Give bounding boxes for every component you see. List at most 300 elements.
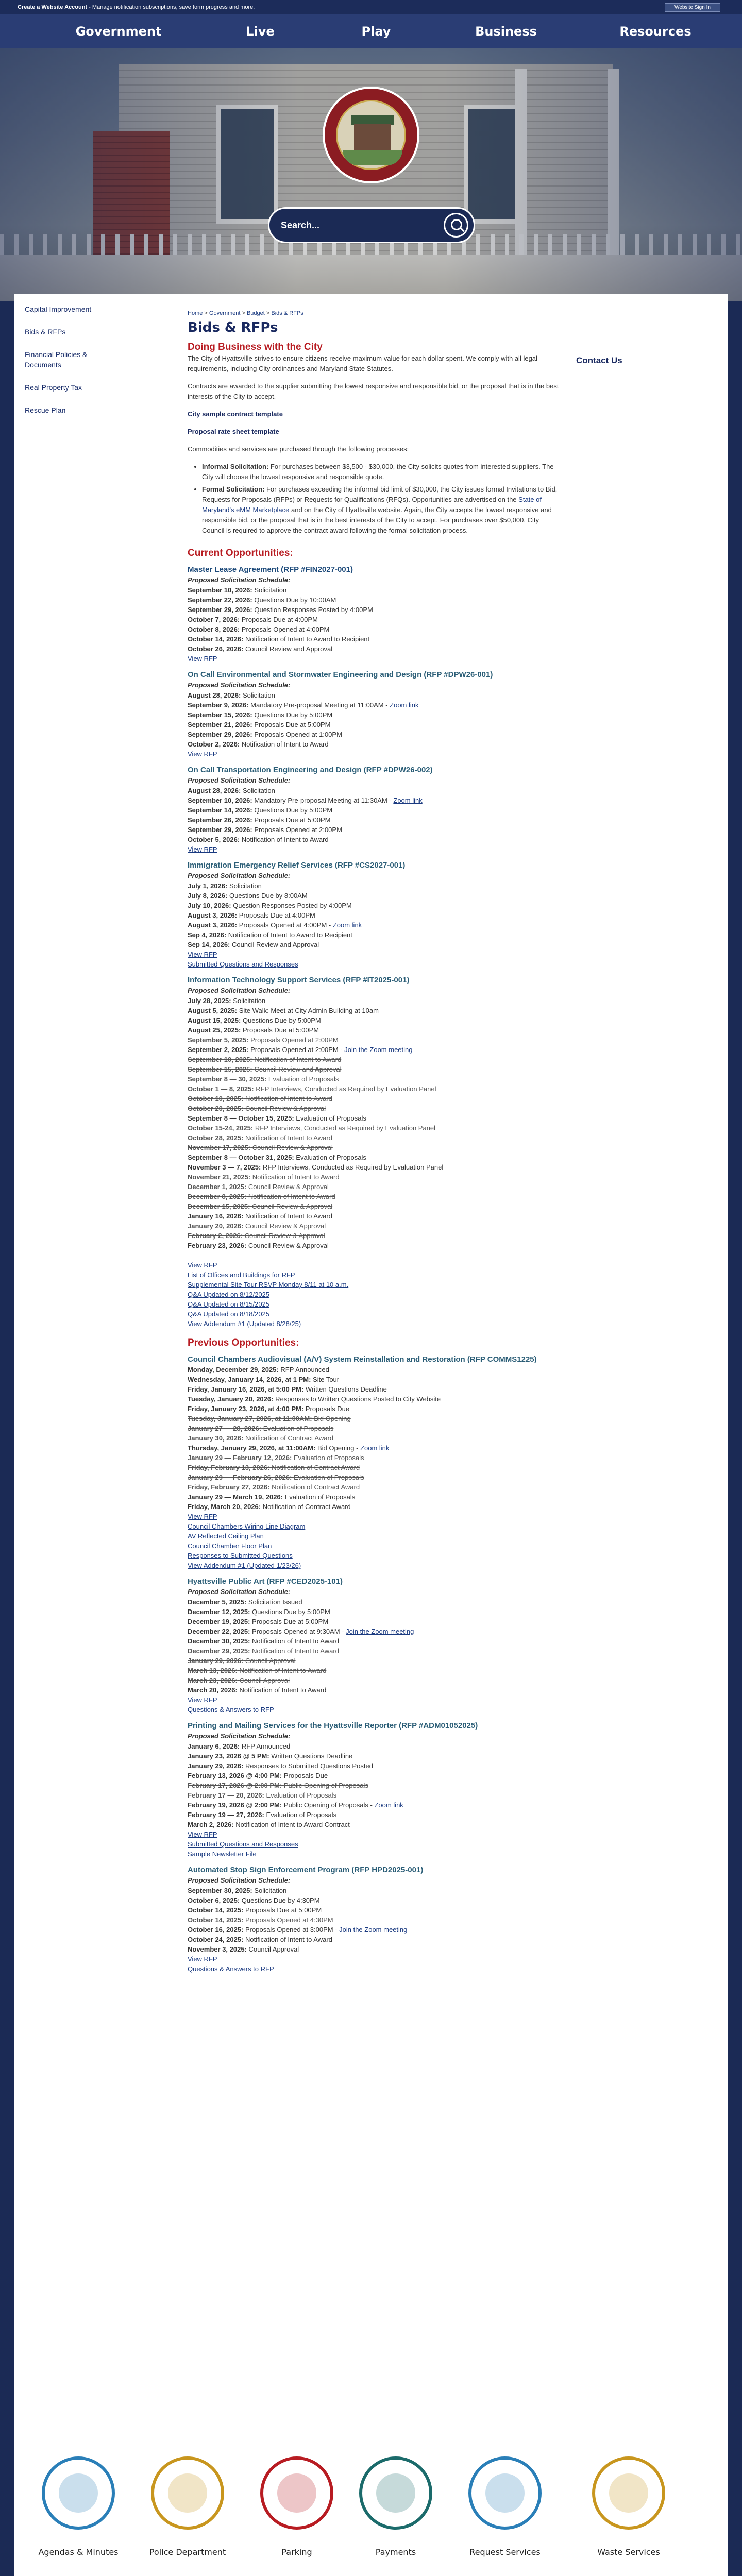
schedule-event: Notification of Intent to Award bbox=[252, 1637, 339, 1645]
schedule-line bbox=[188, 615, 563, 624]
schedule-event: Notification of Intent to Award bbox=[245, 1936, 332, 1943]
trash-icon bbox=[592, 2456, 665, 2530]
schedule-date: February 19 — 27, 2026: bbox=[188, 1811, 264, 1819]
schedule-line bbox=[188, 1463, 563, 1472]
page-title: Bids & RFPs bbox=[188, 320, 278, 335]
schedule-date: September 22, 2026: bbox=[188, 596, 252, 604]
search-input[interactable] bbox=[277, 215, 442, 235]
schedule-label: Proposed Solicitation Schedule: bbox=[188, 576, 291, 584]
schedule-line bbox=[188, 1384, 563, 1394]
schedule-event: Notification of Contract Award bbox=[272, 1483, 360, 1491]
schedule-line bbox=[188, 996, 563, 1006]
schedule-line bbox=[188, 1153, 563, 1162]
schedule-date: September 15, 2025: bbox=[188, 1065, 252, 1073]
award-paragraph: Contracts are awarded to the supplier submitting the lowest responsive and responsible bid, or the proposal that is in the best interests of the City to accept. bbox=[188, 382, 559, 400]
schedule-event: Site Tour bbox=[313, 1376, 340, 1383]
schedule-line bbox=[188, 805, 563, 815]
document-link[interactable]: View RFP bbox=[188, 1513, 217, 1520]
schedule-date: Sep 4, 2026: bbox=[188, 931, 227, 939]
schedule-line bbox=[188, 1375, 563, 1384]
schedule-date: Friday, February 27, 2026: bbox=[188, 1483, 270, 1491]
schedule-event: Council Approval bbox=[248, 1945, 299, 1953]
current-opportunities bbox=[188, 565, 563, 1329]
schedule-line bbox=[188, 690, 563, 700]
schedule-line bbox=[188, 1944, 563, 1954]
schedule-event: Notification of Intent to Award bbox=[245, 1095, 332, 1103]
schedule-event: Proposals Due at 5:00PM bbox=[254, 721, 331, 728]
schedule-date: Wednesday, January 14, 2026, at 1 PM: bbox=[188, 1376, 311, 1383]
quick-link-label: Parking bbox=[281, 2547, 312, 2557]
schedule-line bbox=[188, 1404, 563, 1414]
seal-building bbox=[354, 124, 391, 150]
schedule-date: September 9, 2026: bbox=[188, 701, 249, 709]
informal-text: For purchases between $3,500 - $30,000, the City solicits quotes from interested suppliers. The City will choose the lowest responsive and responsible quote. bbox=[202, 463, 554, 481]
document-link[interactable]: View Addendum #1 (Updated 1/23/26) bbox=[188, 1562, 301, 1569]
schedule-line bbox=[188, 1172, 563, 1182]
schedule-line bbox=[188, 1810, 563, 1820]
schedule-event: Notification of Intent to Award Contract bbox=[235, 1821, 350, 1828]
quick-link-label: Agendas & Minutes bbox=[38, 2547, 119, 2557]
main-content bbox=[188, 308, 563, 1976]
zoom-link[interactable]: Zoom link bbox=[393, 796, 423, 804]
rfp-title: On Call Transportation Engineering and Design (RFP #DPW26-002) bbox=[188, 766, 433, 774]
schedule-date: September 10, 2025: bbox=[188, 1056, 252, 1063]
quick-link-label: Waste Services bbox=[597, 2547, 660, 2557]
sidebar-nav bbox=[25, 304, 159, 428]
document-link[interactable]: Q&A Updated on 8/18/2025 bbox=[188, 1310, 270, 1318]
schedule-date: October 6, 2025: bbox=[188, 1896, 240, 1904]
schedule-date: Sep 14, 2026: bbox=[188, 941, 230, 948]
schedule-date: September 10, 2026: bbox=[188, 586, 252, 594]
document-link[interactable]: View RFP bbox=[188, 1261, 217, 1269]
schedule-event: Bid Opening - bbox=[317, 1444, 361, 1452]
phone-icon-glyph bbox=[485, 2473, 525, 2513]
schedule-line bbox=[188, 1231, 563, 1241]
schedule-line bbox=[188, 585, 563, 595]
document-link[interactable]: View RFP bbox=[188, 1831, 217, 1838]
schedule-line bbox=[188, 1492, 563, 1502]
schedule-line bbox=[188, 1113, 563, 1123]
schedule-event: Evaluation of Proposals bbox=[266, 1811, 337, 1819]
intro-heading: Doing Business with the City bbox=[188, 342, 323, 352]
schedule-line bbox=[188, 1133, 563, 1143]
schedule-event: Proposals Due at 4:00PM bbox=[239, 911, 315, 919]
rate-sheet-link[interactable]: Proposal rate sheet template bbox=[188, 428, 279, 435]
schedule-line bbox=[188, 1025, 563, 1035]
schedule-event: Evaluation of Proposals bbox=[296, 1154, 366, 1161]
schedule-event: Questions Due by 10:00AM bbox=[254, 596, 336, 604]
document-link[interactable]: Council Chambers Wiring Line Diagram bbox=[188, 1522, 306, 1530]
document-link[interactable]: View RFP bbox=[188, 750, 217, 758]
schedule-event: Proposals Opened at 3:00PM - bbox=[245, 1926, 340, 1934]
rfp-block bbox=[188, 1577, 563, 1715]
sample-contract-link[interactable]: City sample contract template bbox=[188, 410, 283, 418]
schedule-event: Proposals Opened at 2:00PM bbox=[254, 826, 342, 834]
schedule-event: Evaluation of Proposals bbox=[293, 1454, 364, 1462]
schedule-event: Solicitation Issued bbox=[248, 1598, 302, 1606]
document-link[interactable]: Council Chamber Floor Plan bbox=[188, 1542, 272, 1550]
schedule-date: September 5, 2025: bbox=[188, 1036, 249, 1044]
document-link[interactable]: Supplemental Site Tour RSVP Monday 8/11 at 10 a.m. bbox=[188, 1281, 349, 1289]
spacer bbox=[188, 1250, 563, 1260]
schedule-date: August 3, 2026: bbox=[188, 921, 238, 929]
schedule-line bbox=[188, 1617, 563, 1626]
schedule-date: January 30, 2026: bbox=[188, 1434, 244, 1442]
schedule-date: August 25, 2025: bbox=[188, 1026, 241, 1034]
schedule-line bbox=[188, 1935, 563, 1944]
schedule-line bbox=[188, 634, 563, 644]
sidebar-item-real-property-tax[interactable]: Real Property Tax bbox=[25, 383, 82, 392]
zoom-link[interactable]: Join the Zoom meeting bbox=[344, 1046, 413, 1054]
formal-label: Formal Solicitation: bbox=[202, 485, 265, 493]
account-message bbox=[18, 4, 255, 10]
schedule-date: January 29 — February 26, 2026: bbox=[188, 1473, 292, 1481]
main-nav bbox=[0, 14, 742, 48]
schedule-date: October 20, 2025: bbox=[188, 1105, 244, 1112]
schedule-date: September 29, 2026: bbox=[188, 606, 252, 614]
quick-link-label: Payments bbox=[375, 2547, 416, 2557]
schedule-line bbox=[188, 595, 563, 605]
schedule-line bbox=[188, 605, 563, 615]
schedule-date: Friday, March 20, 2026: bbox=[188, 1503, 261, 1511]
schedule-date: October 1 — 8, 2025: bbox=[188, 1085, 254, 1093]
document-link[interactable]: Questions & Answers to RFP bbox=[188, 1965, 274, 1973]
document-link[interactable]: View RFP bbox=[188, 845, 217, 853]
document-link[interactable]: List of Offices and Buildings for RFP bbox=[188, 1271, 295, 1279]
schedule-date: December 22, 2025: bbox=[188, 1628, 250, 1635]
schedule-event: Council Review & Approval bbox=[244, 1232, 325, 1240]
rfp-title: On Call Environmental and Stormwater Engineering and Design (RFP #DPW26-001) bbox=[188, 670, 493, 679]
schedule-line bbox=[188, 1094, 563, 1104]
schedule-event: Proposals Opened at 4:00PM - bbox=[239, 921, 333, 929]
schedule-event: Notification of Intent to Award bbox=[245, 1134, 332, 1142]
city-seal-logo[interactable] bbox=[323, 87, 419, 183]
rfp-block bbox=[188, 1721, 563, 1859]
schedule-event: RFP Interviews, Conducted as Required by Evaluation Panel bbox=[256, 1085, 436, 1093]
schedule-line bbox=[188, 1800, 563, 1810]
schedule-line bbox=[188, 1035, 563, 1045]
schedule-date: September 10, 2026: bbox=[188, 796, 252, 804]
schedule-line bbox=[188, 940, 563, 950]
schedule-line bbox=[188, 1820, 563, 1829]
rfp-block bbox=[188, 565, 563, 664]
schedule-event: RFP Announced bbox=[241, 1742, 291, 1750]
schedule-event: Solicitation bbox=[254, 1887, 287, 1894]
schedule-event: Council Review & Approval bbox=[245, 1105, 326, 1112]
schedule-event: Notification of Intent to Award bbox=[239, 1686, 327, 1694]
document-link[interactable]: View RFP bbox=[188, 1696, 217, 1704]
schedule-line bbox=[188, 739, 563, 749]
schedule-event: Evaluation of Proposals bbox=[284, 1493, 356, 1501]
schedule-date: January 29 — February 12, 2026: bbox=[188, 1454, 292, 1462]
zoom-link[interactable]: Zoom link bbox=[332, 921, 362, 929]
schedule-line bbox=[188, 1761, 563, 1771]
rfp-block bbox=[188, 765, 563, 854]
schedule-date: January 29, 2026: bbox=[188, 1657, 244, 1665]
schedule-label: Proposed Solicitation Schedule: bbox=[188, 1588, 291, 1596]
card-icon bbox=[359, 2456, 432, 2530]
schedule-label: Proposed Solicitation Schedule: bbox=[188, 776, 291, 784]
schedule-event: Council Review & Approval bbox=[248, 1242, 329, 1249]
quick-link-parking[interactable] bbox=[245, 2456, 348, 2557]
breadcrumb-government[interactable]: Government bbox=[209, 310, 241, 316]
schedule-event: Evaluation of Proposals bbox=[268, 1075, 339, 1083]
schedule-date: January 23, 2026 @ 5 PM: bbox=[188, 1752, 269, 1760]
informal-label: Informal Solicitation: bbox=[202, 463, 269, 470]
schedule-event: Notification of Intent to Award bbox=[248, 1193, 335, 1200]
schedule-date: Monday, December 29, 2025: bbox=[188, 1366, 279, 1374]
schedule-event: Proposals Due at 5:00PM bbox=[242, 1026, 319, 1034]
schedule-date: November 3 — 7, 2025: bbox=[188, 1163, 261, 1171]
document-link[interactable]: Questions & Answers to RFP bbox=[188, 1706, 274, 1714]
calendar-icon bbox=[42, 2456, 115, 2530]
schedule-event: Notification of Intent to Award bbox=[241, 836, 329, 843]
schedule-line bbox=[188, 1905, 563, 1915]
contact-us-heading[interactable]: Contact Us bbox=[576, 355, 622, 365]
schedule-date: February 19, 2026 @ 2:00 PM: bbox=[188, 1801, 282, 1809]
schedule-date: March 13, 2026: bbox=[188, 1667, 238, 1674]
breadcrumb-home[interactable]: Home bbox=[188, 310, 203, 316]
current-heading: Current Opportunities: bbox=[188, 548, 293, 558]
schedule-event: Question Responses Posted by 4:00PM bbox=[233, 902, 352, 909]
schedule-label: Proposed Solicitation Schedule: bbox=[188, 1876, 291, 1884]
schedule-event: Questions Due by 5:00PM bbox=[242, 1016, 321, 1024]
rfp-title: Hyattsville Public Art (RFP #CED2025-101) bbox=[188, 1577, 343, 1586]
formal-text: For purchases exceeding the informal bid limit of $30,000, the City issues formal Invitations to Bid, Requests for Proposals (RFPs) or Requests for Qualifications (RFQs). Opportunities are advertised on the bbox=[202, 485, 558, 503]
schedule-event: Proposals Due bbox=[283, 1772, 328, 1780]
schedule-date: October 14, 2025: bbox=[188, 1916, 244, 1924]
schedule-line bbox=[188, 1886, 563, 1895]
schedule-date: October 28, 2025: bbox=[188, 1134, 244, 1142]
document-link[interactable]: View RFP bbox=[188, 1955, 217, 1963]
sidebar-item-capital-improvement[interactable]: Capital Improvement bbox=[25, 305, 92, 313]
previous-opportunities bbox=[188, 1354, 563, 1974]
schedule-date: February 13, 2026 @ 4:00 PM: bbox=[188, 1772, 282, 1780]
intro-paragraph: The City of Hyattsville strives to ensure citizens receive maximum value for each dollar spent. We comply with all legal requirements, including City ordinances and Maryland State Statutes. bbox=[188, 354, 537, 372]
schedule-event: Solicitation bbox=[242, 691, 275, 699]
schedule-event: Solicitation bbox=[229, 882, 262, 890]
schedule-event: RFP Interviews, Conducted as Required by Evaluation Panel bbox=[262, 1163, 444, 1171]
schedule-date: July 8, 2026: bbox=[188, 892, 228, 900]
schedule-event: Solicitation bbox=[254, 586, 287, 594]
schedule-date: Friday, January 16, 2026, at 5:00 PM: bbox=[188, 1385, 304, 1393]
quick-link-waste-services[interactable] bbox=[577, 2456, 680, 2557]
sidebar-item-financial-policies[interactable]: Financial Policies & Documents bbox=[25, 350, 88, 369]
schedule-date: October 5, 2026: bbox=[188, 836, 240, 843]
schedule-line bbox=[188, 1015, 563, 1025]
quick-link-police-department[interactable] bbox=[136, 2456, 239, 2557]
quick-link-request-services[interactable] bbox=[453, 2456, 556, 2557]
schedule-date: September 30, 2025: bbox=[188, 1887, 252, 1894]
document-link[interactable]: Responses to Submitted Questions bbox=[188, 1552, 293, 1560]
schedule-line bbox=[188, 1084, 563, 1094]
schedule-line bbox=[188, 1162, 563, 1172]
document-link[interactable]: View RFP bbox=[188, 951, 217, 958]
breadcrumb-budget[interactable]: Budget bbox=[246, 310, 265, 316]
schedule-date: October 7, 2026: bbox=[188, 616, 240, 623]
schedule-line bbox=[188, 1182, 563, 1192]
zoom-link[interactable]: Zoom link bbox=[360, 1444, 390, 1452]
process-list bbox=[202, 462, 563, 536]
schedule-event: Council Review & Approval bbox=[245, 1222, 326, 1230]
schedule-date: October 14, 2026: bbox=[188, 635, 244, 643]
schedule-line bbox=[188, 835, 563, 844]
rfp-block bbox=[188, 1865, 563, 1974]
schedule-event: Proposals Due at 5:00PM bbox=[254, 816, 331, 824]
schedule-date: December 8, 2025: bbox=[188, 1193, 247, 1200]
schedule-date: September 8 — October 15, 2025: bbox=[188, 1114, 294, 1122]
police-icon bbox=[151, 2456, 224, 2530]
schedule-line bbox=[188, 891, 563, 901]
schedule-date: October 26, 2026: bbox=[188, 645, 244, 653]
schedule-line bbox=[188, 1771, 563, 1781]
schedule-line bbox=[188, 1502, 563, 1512]
schedule-line bbox=[188, 1394, 563, 1404]
schedule-line bbox=[188, 1453, 563, 1463]
sidebar-item-rescue-plan[interactable]: Rescue Plan bbox=[25, 406, 66, 414]
emm-marketplace-link[interactable]: State of Maryland's eMM Marketplace bbox=[202, 496, 542, 514]
schedule-line bbox=[188, 1192, 563, 1201]
schedule-line bbox=[188, 1433, 563, 1443]
document-link[interactable]: Submitted Questions and Responses bbox=[188, 1840, 298, 1848]
zoom-link[interactable]: Join the Zoom meeting bbox=[346, 1628, 414, 1635]
schedule-line bbox=[188, 1626, 563, 1636]
schedule-line bbox=[188, 1414, 563, 1423]
schedule-line bbox=[188, 795, 563, 805]
schedule-event: Evaluation of Proposals bbox=[266, 1791, 337, 1799]
schedule-date: March 20, 2026: bbox=[188, 1686, 238, 1694]
document-link[interactable]: Submitted Questions and Responses bbox=[188, 960, 298, 968]
schedule-date: December 1, 2025: bbox=[188, 1183, 247, 1191]
schedule-label: Proposed Solicitation Schedule: bbox=[188, 1732, 291, 1740]
schedule-line bbox=[188, 624, 563, 634]
schedule-line bbox=[188, 1365, 563, 1375]
search-icon[interactable] bbox=[444, 213, 468, 238]
schedule-line bbox=[188, 1104, 563, 1113]
nav-resources[interactable]: Resources bbox=[619, 24, 692, 39]
schedule-event: Written Questions Deadline bbox=[305, 1385, 387, 1393]
schedule-line bbox=[188, 720, 563, 730]
nav-government[interactable]: Government bbox=[75, 24, 162, 39]
schedule-line bbox=[188, 1472, 563, 1482]
schedule-event: Proposals Opened at 9:30AM - bbox=[252, 1628, 346, 1635]
schedule-line bbox=[188, 644, 563, 654]
schedule-event: Questions Due by 5:00PM bbox=[252, 1608, 330, 1616]
schedule-line bbox=[188, 1443, 563, 1453]
list-item bbox=[202, 462, 563, 482]
schedule-line bbox=[188, 1636, 563, 1646]
schedule-date: January 20, 2026: bbox=[188, 1222, 244, 1230]
schedule-date: February 23, 2026: bbox=[188, 1242, 247, 1249]
schedule-line bbox=[188, 1925, 563, 1935]
schedule-date: January 6, 2026: bbox=[188, 1742, 240, 1750]
schedule-line bbox=[188, 930, 563, 940]
sign-in-button[interactable]: Website Sign In bbox=[665, 3, 720, 12]
schedule-event: Question Responses Posted by 4:00PM bbox=[254, 606, 373, 614]
document-link[interactable]: Q&A Updated on 8/12/2025 bbox=[188, 1291, 270, 1298]
schedule-event: Evaluation of Proposals bbox=[263, 1425, 334, 1432]
breadcrumb-bids-rfps[interactable]: Bids & RFPs bbox=[271, 310, 303, 316]
create-account-link[interactable]: Create a Website Account bbox=[18, 4, 88, 10]
schedule-event: Council Review and Approval bbox=[254, 1065, 342, 1073]
schedule-event: Site Walk: Meet at City Admin Building at 10am bbox=[239, 1007, 379, 1014]
zoom-link[interactable]: Join the Zoom meeting bbox=[339, 1926, 408, 1934]
schedule-date: October 8, 2026: bbox=[188, 625, 240, 633]
schedule-event: Proposals Opened at 4:00PM bbox=[241, 625, 330, 633]
zoom-link[interactable]: Zoom link bbox=[374, 1801, 403, 1809]
nav-play[interactable]: Play bbox=[361, 24, 391, 39]
nav-business[interactable]: Business bbox=[475, 24, 537, 39]
sidebar-item-bids-rfps[interactable]: Bids & RFPs bbox=[25, 328, 66, 336]
trash-icon-glyph bbox=[609, 2473, 648, 2513]
schedule-line bbox=[188, 1607, 563, 1617]
schedule-label: Proposed Solicitation Schedule: bbox=[188, 987, 291, 994]
zoom-link[interactable]: Zoom link bbox=[390, 701, 419, 709]
schedule-event: Council Review & Approval bbox=[252, 1144, 333, 1151]
car-icon bbox=[260, 2456, 333, 2530]
schedule-line bbox=[188, 1781, 563, 1790]
schedule-date: August 3, 2026: bbox=[188, 911, 238, 919]
schedule-line bbox=[188, 825, 563, 835]
nav-live[interactable]: Live bbox=[246, 24, 275, 39]
quick-link-agendas-minutes[interactable] bbox=[27, 2456, 130, 2557]
schedule-event: Notification of Intent to Award bbox=[252, 1173, 340, 1181]
account-message-text: - Manage notification subscriptions, save form progress and more. bbox=[87, 4, 255, 10]
schedule-line bbox=[188, 1423, 563, 1433]
schedule-line bbox=[188, 1143, 563, 1153]
schedule-line bbox=[188, 1074, 563, 1084]
schedule-date: October 24, 2025: bbox=[188, 1936, 244, 1943]
schedule-date: February 17, 2026 @ 2:00 PM: bbox=[188, 1782, 282, 1789]
quick-link-payments[interactable] bbox=[344, 2456, 447, 2557]
schedule-date: September 2, 2025: bbox=[188, 1046, 249, 1054]
card-icon-glyph bbox=[376, 2473, 415, 2513]
seal-lawn bbox=[343, 150, 402, 165]
schedule-event: Council Review and Approval bbox=[232, 941, 319, 948]
schedule-event: Proposals Due at 5:00PM bbox=[252, 1618, 329, 1625]
schedule-line bbox=[188, 815, 563, 825]
notification-bar bbox=[0, 0, 742, 14]
rfp-title: Information Technology Support Services (RFP #IT2025-001) bbox=[188, 976, 410, 985]
schedule-date: December 29, 2025: bbox=[188, 1647, 250, 1655]
schedule-date: July 1, 2026: bbox=[188, 882, 228, 890]
schedule-event: Notification of Intent to Award bbox=[241, 740, 329, 748]
schedule-date: August 28, 2026: bbox=[188, 787, 241, 794]
rfp-block bbox=[188, 670, 563, 759]
document-link[interactable]: View RFP bbox=[188, 655, 217, 663]
schedule-event: Questions Due by 8:00AM bbox=[229, 892, 308, 900]
document-link[interactable]: View Addendum #1 (Updated 8/28/25) bbox=[188, 1320, 301, 1328]
document-link[interactable]: Sample Newsletter File bbox=[188, 1850, 257, 1858]
quick-link-label: Police Department bbox=[149, 2547, 226, 2557]
schedule-event: Mandatory Pre-proposal Meeting at 11:00AM - bbox=[250, 701, 390, 709]
schedule-date: September 8 — 30, 2025: bbox=[188, 1075, 267, 1083]
schedule-event: Responses to Written Questions Posted to City Website bbox=[275, 1395, 441, 1403]
schedule-date: January 29 — March 19, 2026: bbox=[188, 1493, 283, 1501]
document-link[interactable]: AV Reflected Ceiling Plan bbox=[188, 1532, 264, 1540]
schedule-event: Proposals Due at 5:00PM bbox=[245, 1906, 322, 1914]
rfp-block bbox=[188, 860, 563, 969]
schedule-event: Notification of Intent to Award bbox=[252, 1647, 339, 1655]
schedule-date: September 14, 2026: bbox=[188, 806, 252, 814]
rfp-title: Master Lease Agreement (RFP #FIN2027-001) bbox=[188, 565, 353, 574]
document-link[interactable]: Q&A Updated on 8/15/2025 bbox=[188, 1300, 270, 1308]
seal-center bbox=[336, 100, 406, 170]
schedule-date: September 21, 2026: bbox=[188, 721, 252, 728]
schedule-event: Notification of Intent to Award bbox=[239, 1667, 327, 1674]
schedule-line bbox=[188, 881, 563, 891]
schedule-line bbox=[188, 1597, 563, 1607]
